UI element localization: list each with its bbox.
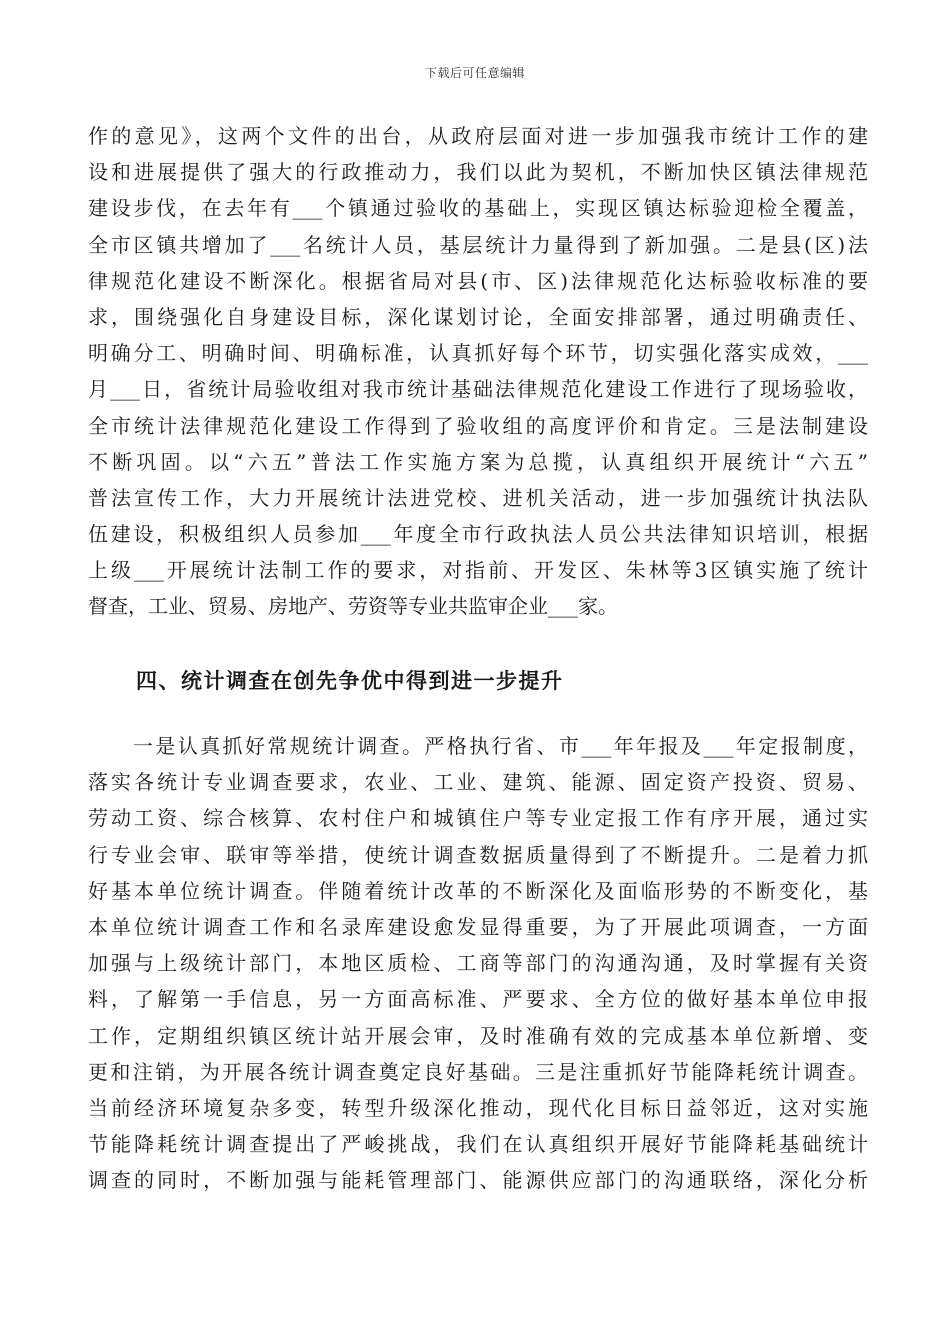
text-line: 明确分工、明确时间、明确标准，认真抓好每个环节，切实强化落实成效，___ bbox=[88, 341, 868, 366]
text-line: 建设步伐，在去年有___个镇通过验收的基础上，实现区镇达标验迎检全覆盖， bbox=[88, 196, 868, 221]
text-line: 全市区镇共增加了___名统计人员，基层统计力量得到了新加强。二是县(区)法 bbox=[88, 232, 868, 257]
text-line: 律规范化建设不断深化。根据省局对县(市、区)法律规范化达标验收标准的要 bbox=[88, 268, 868, 293]
paragraph-1 bbox=[88, 118, 868, 625]
text-line: 加强与上级统计部门，本地区质检、工商等部门的沟通沟通，及时掌握有关资 bbox=[88, 951, 868, 976]
text-line: 更和注销，为开展各统计调查奠定良好基础。三是注重抓好节能降耗统计调查。 bbox=[88, 1059, 868, 1084]
text-line: 一是认真抓好常规统计调查。严格执行省、市___年年报及___年定报制度， bbox=[88, 734, 868, 758]
text-line: 调查的同时，不断加强与能耗管理部门、能源供应部门的沟通联络，深化分析 bbox=[88, 1168, 868, 1193]
text-line: 月___日，省统计局验收组对我市统计基础法律规范化建设工作进行了现场验收， bbox=[88, 377, 868, 402]
text-line: 本单位统计调查工作和名录库建设愈发显得重要，为了开展此项调查，一方面 bbox=[88, 914, 868, 939]
text-line: 作的意见》，这两个文件的出台，从政府层面对进一步加强我市统计工作的建 bbox=[88, 124, 868, 148]
text-line: 求，围绕强化自身建设目标，深化谋划讨论，全面安排部署，通过明确责任、 bbox=[88, 304, 868, 329]
text-line: 督查，工业、贸易、房地产、劳资等专业共监审企业___家。 bbox=[88, 594, 618, 619]
text-line: 好基本单位统计调查。伴随着统计改革的不断深化及面临形势的不断变化，基 bbox=[88, 878, 868, 903]
text-line: 上级___开展统计法制工作的要求，对指前、开发区、朱林等3区镇实施了统计 bbox=[88, 558, 868, 583]
text-line: 普法宣传工作，大力开展统计法进党校、进机关活动，进一步加强统计执法队 bbox=[88, 485, 868, 510]
text-line: 当前经济环境复杂多变，转型升级深化推动，现代化目标日益邻近，这对实施 bbox=[88, 1095, 868, 1120]
text-line: 节能降耗统计调查提出了严峻挑战，我们在认真组织开展好节能降耗基础统计 bbox=[88, 1132, 868, 1157]
text-line: 工作，定期组织镇区统计站开展会审，及时准确有效的完成基本单位新增、变 bbox=[88, 1023, 868, 1048]
text-line: 不断巩固。以“六五”普法工作实施方案为总揽，认真组织开展统计“六五” bbox=[88, 449, 868, 474]
text-line: 伍建设，积极组织人员参加___年度全市行政执法人员公共法律知识培训，根据 bbox=[88, 522, 868, 547]
text-line: 设和进展提供了强大的行政推动力，我们以此为契机，不断加快区镇法律规范 bbox=[88, 160, 868, 185]
text-line: 劳动工资、综合核算、农村住户和城镇住户等专业定报工作有序开展，通过实 bbox=[88, 806, 868, 831]
page-header-note: 下载后可任意编辑 bbox=[424, 66, 525, 80]
text-line: 行专业会审、联审等举措，使统计调查数据质量得到了不断提升。二是着力抓 bbox=[88, 842, 868, 867]
paragraph-2 bbox=[88, 728, 868, 1198]
text-line: 全市统计法律规范化建设工作得到了验收组的高度评价和肯定。三是法制建设 bbox=[88, 413, 868, 438]
text-line: 落实各统计专业调查要求，农业、工业、建筑、能源、固定资产投资、贸易、 bbox=[88, 770, 868, 795]
text-line: 料，了解第一手信息，另一方面高标准、严要求、全方位的做好基本单位申报 bbox=[88, 987, 868, 1012]
section-heading: 四、统计调查在创先争优中得到进一步提升 bbox=[136, 668, 564, 693]
